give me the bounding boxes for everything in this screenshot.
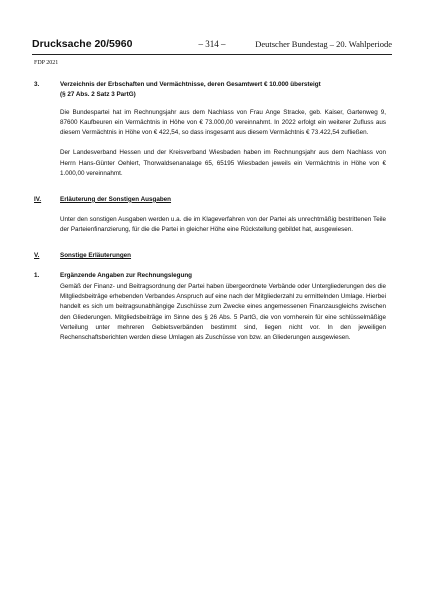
section-4-title: Erläuterung der Sonstigen Ausgaben xyxy=(60,195,172,203)
section-3-paragraph-1: Die Bundespartei hat im Rechnungsjahr aus dem Nachlass von Frau Ange Stracke, geb. Kaiser, Gartenweg 9, 87600 Kaufbeuren ein Vermächtnis in Höhe von € 73.000,00 vereinnahmt. In 2022 erfolgt ein weiterer Zufluss aus diesem Vermächtnis in Höhe von € 422,54, so dass insgesamt aus diesem Vermächtnis € 73.422,54 zufließen. xyxy=(60,109,386,137)
subsection-1-number: 1. xyxy=(34,272,40,280)
section-5-number: V. xyxy=(34,252,40,260)
page-number: – 314 – xyxy=(198,39,226,49)
section-5-title: Sonstige Erläuterungen xyxy=(60,252,132,260)
parliament-label: Deutscher Bundestag – 20. Wahlperiode xyxy=(255,39,392,49)
section-3-title-line2: (§ 27 Abs. 2 Satz 3 PartG) xyxy=(60,91,136,99)
subsection-1-title: Ergänzende Angaben zur Rechnungslegung xyxy=(60,272,193,280)
document-number: Drucksache 20/5960 xyxy=(32,38,133,50)
section-4-paragraph: Unter den sonstigen Ausgaben werden u.a. die im Klageverfahren von der Partei als unrechtmäßig bestrittenen Teile der Parteienfinanzierung, für die die Partei in gleicher Höhe eine Rückstellung gebildet hat, ausgewiesen. xyxy=(60,215,386,233)
party-tag: FDP 2021 xyxy=(34,60,59,66)
section-3-paragraph-2: Der Landesverband Hessen und der Kreisverband Wiesbaden haben im Rechnungsjahr aus dem Nachlass von Herrn Hans-Günter Oehlert, Thorwaldsenanalage 65, 65195 Wiesbaden jeweils ein Vermächtnis in Höhe von € 1.000,00 vereinnahmt. xyxy=(60,149,386,177)
section-4-heading xyxy=(34,195,386,205)
subsection-1-paragraph: Gemäß der Finanz- und Beitragsordnung der Partei haben übergeordnete Verbände oder Untergliederungen des die Mitgliedsbeiträge erhebenden Verbandes Anspruch auf eine nach der Mitgliederzahl zu ermittelnden Umlage. Hierbei handelt es sich um beitragsunabhängige Zuschüsse zum Zwecke eines angemessenen Finanzausgleichs zwischen den Gliederungen. Mitgliedsbeiträge im Sinne des § 26 Abs. 5 PartG, die von vornherein für eine schlüsselmäßige Verteilung unter mehreren Gebietsverbänden bestimmt sind, liegen nicht vor. In den jeweiligen Rechenschaftsberichten werden diese Umlagen als Zuschüsse von bzw. an Gliederungen ausgewiesen. xyxy=(60,283,386,341)
section-4-number: IV. xyxy=(34,195,42,203)
section-3-heading xyxy=(34,80,386,100)
main-content xyxy=(34,80,386,343)
subsection-1-heading xyxy=(34,271,386,281)
section-3-number: 3. xyxy=(34,81,40,88)
section-5-heading xyxy=(34,251,386,261)
page-header xyxy=(32,38,392,55)
section-3-title-line1: Verzeichnis der Erbschaften und Vermächtnisse, deren Gesamtwert € 10.000 übersteigt xyxy=(60,81,321,88)
